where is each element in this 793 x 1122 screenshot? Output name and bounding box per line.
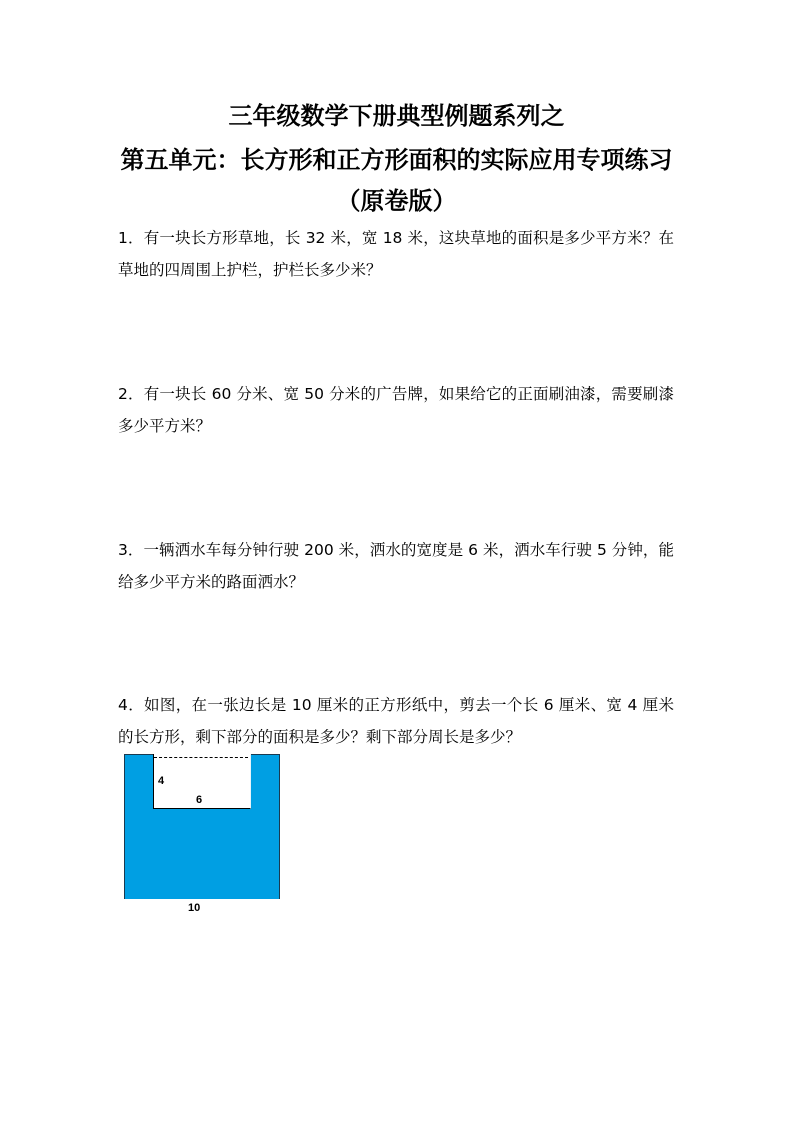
side-label: 10 bbox=[188, 902, 201, 914]
question-text: 2．有一块长 60 分米、宽 50 分米的广告牌，如果给它的正面刷油漆，需要刷漆多少平方米？ bbox=[118, 385, 674, 435]
length-label: 6 bbox=[196, 794, 203, 806]
question-text: 3．一辆洒水车每分钟行驶 200 米，洒水的宽度是 6 米，洒水车行驶 5 分钟，能给多少平方米的路面洒水？ bbox=[118, 541, 674, 591]
document-title: 三年级数学下册典型例题系列之 bbox=[228, 102, 565, 130]
document-version-label: （原卷版） bbox=[336, 187, 457, 215]
question-3 bbox=[118, 534, 674, 598]
question-1 bbox=[118, 222, 674, 286]
question-text: 4．如图，在一张边长是 10 厘米的正方形纸中，剪去一个长 6 厘米、宽 4 厘米的长方形，剩下部分的面积是多少？剩下部分周长是多少？ bbox=[118, 696, 674, 746]
square-cutout-figure bbox=[124, 754, 294, 924]
document-subtitle: 第五单元：长方形和正方形面积的实际应用专项练习 bbox=[120, 146, 673, 174]
question-2 bbox=[118, 378, 674, 442]
dashed-edge-line bbox=[154, 757, 248, 758]
width-label: 4 bbox=[158, 775, 165, 787]
question-text: 1．有一块长方形草地，长 32 米，宽 18 米，这块草地的面积是多少平方米？在草地的四周围上护栏，护栏长多少米？ bbox=[118, 229, 674, 279]
question-4 bbox=[118, 689, 674, 753]
